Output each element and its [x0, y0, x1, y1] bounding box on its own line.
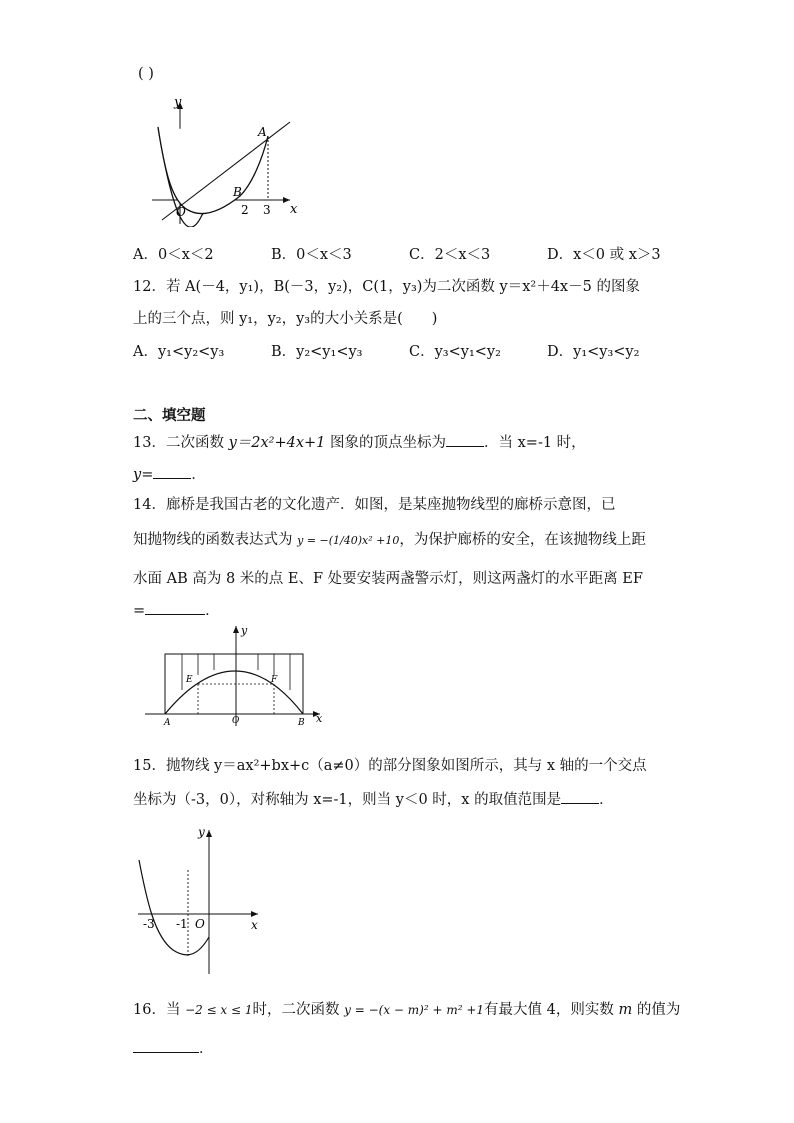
q15-tick-m1: -1: [176, 917, 188, 931]
q15-blank[interactable]: [561, 789, 599, 804]
q12-option-d: D．y₁<y₃<y₂: [547, 344, 640, 360]
q15-text: 坐标为（-3，0），对称轴为 x=-1，则当 y＜0 时，x 的取值范围是: [133, 792, 562, 808]
q14-blank[interactable]: [145, 600, 205, 615]
q15-figure: [133, 822, 273, 977]
q13-blank-2[interactable]: [153, 464, 191, 479]
q12-option-c: C．y₃<y₁<y₂: [409, 344, 501, 360]
q16-line2: [133, 1037, 214, 1058]
q13-blank-1[interactable]: [446, 432, 484, 447]
q14-figure: [140, 622, 330, 727]
q13-text-a: 13．二次函数: [133, 435, 229, 451]
q14-equals: =: [133, 603, 146, 619]
q14-point-f: F: [271, 675, 278, 685]
q15-parabola: [139, 860, 209, 955]
q11-point-b: B: [233, 185, 242, 199]
q14-point-e: E: [186, 675, 193, 685]
q14-text-a: 知抛物线的函数表达式为: [133, 532, 298, 548]
q16-line1: [133, 998, 680, 1019]
q16-formula: y = −(x − m)² + m² +1: [344, 1003, 485, 1017]
q12-line2: 上的三个点，则 y₁，y₂，y₃的大小关系是( ): [133, 311, 438, 327]
q15-tick-m3: -3: [143, 917, 155, 931]
q12-options: [133, 340, 693, 361]
q11-options: [133, 243, 693, 264]
q11-y-label: y: [174, 95, 182, 110]
q13-period: ．: [191, 467, 206, 483]
q13-line2: [133, 463, 206, 484]
q16-var: m: [618, 1002, 633, 1018]
q14-formula: y = −(1/40)x² +10: [297, 534, 400, 547]
q11-tick-3: 3: [263, 203, 271, 217]
q15-x-label: x: [251, 918, 258, 932]
q11-tick-2: 2: [241, 203, 249, 217]
q11-option-b: B．0＜x＜3: [271, 247, 352, 263]
q11-x-label: x: [290, 202, 298, 217]
q14-text-b: ，为保护廊桥的安全，在该抛物线上距: [399, 532, 646, 548]
q11-option-d: D．x＜0 或 x＞3: [547, 247, 661, 263]
q11-point-a: A: [258, 125, 267, 139]
q11-answer-paren: ( ): [138, 66, 154, 82]
q14-point-b: B: [298, 718, 305, 727]
q16-condition: −2 ≤ x ≤ 1: [185, 1003, 253, 1017]
q11-origin: O: [176, 205, 186, 219]
q16-text-d: 的值为: [632, 1002, 681, 1018]
q14-point-a: A: [164, 718, 171, 727]
q16-text-b: 时，二次函数: [252, 1002, 345, 1018]
q11-option-a: A．0＜x＜2: [133, 247, 214, 263]
q14-point-o: O: [232, 716, 240, 726]
q15-period: ．: [599, 792, 614, 808]
q14-line4: [133, 599, 220, 620]
q13-line1: [133, 431, 586, 452]
q14-y-label: y: [241, 624, 248, 637]
q16-period: ．: [199, 1041, 214, 1057]
section-title: 二、填空题: [133, 407, 206, 424]
q16-text-a: 16．当: [133, 1002, 186, 1018]
q12-line1: 12．若 A(－4，y₁)，B(－3，y₂)，C(1，y₃)为二次函数 y＝x²＋4x－5 的图象: [133, 279, 640, 295]
q14-period: ．: [205, 603, 220, 619]
q14-line2: [133, 528, 646, 549]
q15-origin: O: [195, 917, 205, 931]
q14-x-label: x: [316, 712, 323, 725]
q11-option-c: C．2＜x＜3: [409, 247, 491, 263]
q14-line1: 14．廊桥是我国古老的文化遗产．如图，是某座抛物线型的廊桥示意图，已: [133, 497, 616, 513]
q15-y-label: y: [198, 825, 205, 839]
q15-line1: 15．抛物线 y＝ax²+bx+c（a≠0）的部分图象如图所示，其与 x 轴的一个交点: [133, 758, 647, 774]
q13-text-c: ．当 x=-1 时，: [484, 435, 586, 451]
q16-text-c: 有最大值 4，则实数: [484, 1002, 619, 1018]
q12-option-b: B．y₂<y₁<y₃: [271, 344, 363, 360]
q12-option-a: A．y₁<y₂<y₃: [133, 344, 225, 360]
q15-line2: [133, 788, 614, 809]
q16-blank[interactable]: [133, 1038, 199, 1053]
q13-formula: y＝2x²+4x+1: [228, 435, 326, 451]
q14-line3: 水面 AB 高为 8 米的点 E、F 处要安装两盏警示灯，则这两盏灯的水平距离 EF: [133, 571, 643, 587]
q13-y-eq: y=: [133, 467, 154, 483]
q13-text-b: 图象的顶点坐标为: [325, 435, 447, 451]
q11-figure: [140, 92, 310, 227]
